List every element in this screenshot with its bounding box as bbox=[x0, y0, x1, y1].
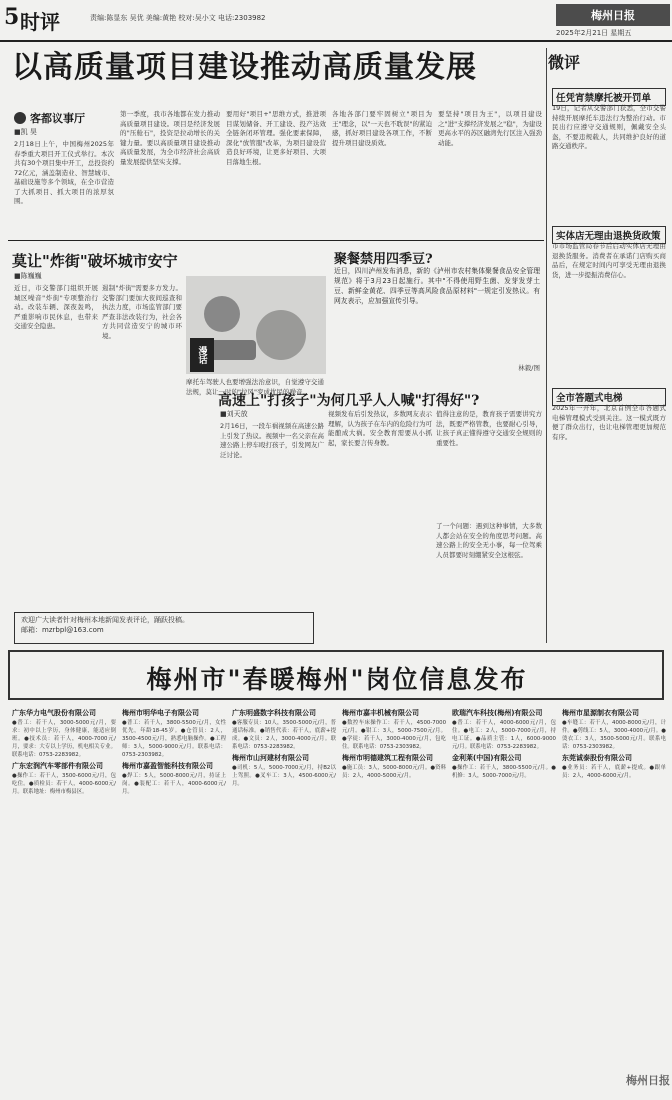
sidebar-item-2-text: 市市场监管局春节后启动实体店无理由退换货服务。消费者在承诺门店购买商品后，在规定时间内可享受无理由退换货，进一步提振消费信心。 bbox=[552, 242, 666, 279]
article-2-column-3: 摩托车驾驶人也要增强法治意识，自觉遵守交通法规，莫让一时的"拉风"变成扰民的噪音。 bbox=[186, 378, 324, 396]
lead-column-4: 各地各部门要牢固树立"项目为王"理念，以"一天也不耽误"的紧迫感，抓好项目建设各项工作，不断提升项目建设质效。 bbox=[332, 110, 432, 147]
contact-email: 邮箱：mzrbpl@163.com bbox=[21, 625, 104, 634]
company-jobs: ●客服专员：10人，3500-5000元/月，普通话标准。●销售代表：若干人，底薪+提成。●文员：2人，3000-4000元/月。联系电话：0753-2283982。 bbox=[232, 720, 336, 750]
company-jobs: ●司机：5人，5000-7000元/月，持B2以上驾照。●叉车工：3人，4500-6000元/月。 bbox=[232, 765, 336, 787]
date-line: 2025年2月21日 星期五 bbox=[556, 29, 632, 37]
company-name: 东莞诚泰股份有限公司 bbox=[562, 754, 632, 762]
divider bbox=[8, 240, 544, 241]
company-jobs: ●数控车床操作工：若干人，4500-7000元/月。●钳工：3人，5000-7500元/月。●学徒：若干人，3000-4000元/月，包吃住。联系电话：0753-2303982。 bbox=[342, 720, 446, 750]
company-jobs: ●业务员：若干人，底薪+提成。●跟单员：2人，4000-6000元/月。 bbox=[562, 765, 666, 779]
sidebar-item-1-text: 19日，记者从交警部门获悉，全市交警持续开展摩托车违法行为整治行动。市民出行应遵守交通规则，佩戴安全头盔，不要违规载人，共同维护良好的道路交通秩序。 bbox=[552, 104, 666, 150]
company-name: 广东华力电气股份有限公司 bbox=[12, 709, 96, 717]
article-2-headline: 莫让"炸街"破坏城市安宁 bbox=[12, 252, 178, 270]
company-name: 广东明盛数字科技有限公司 bbox=[232, 709, 316, 717]
company-name: 欧瑞汽车科技(梅州)有限公司 bbox=[452, 709, 543, 717]
company-jobs: ●车缝工：若干人，4000-8000元/月，计件。●剪线工：5人，3000-4000元/月。●烫衣工：3人，3500-5000元/月。联系电话：0753-2303982。 bbox=[562, 720, 666, 750]
editor-credits: 责编:陈显东 吴优 美编:黄艳 校对:吴小文 电话:2303982 bbox=[90, 14, 266, 22]
page-number: 5 bbox=[4, 4, 20, 30]
company-name: 金利莱(中国)有限公司 bbox=[452, 754, 522, 762]
jobs-column-5 bbox=[452, 706, 556, 1091]
company-jobs: ●普工：若干人，4000-6000元/月，包住。●电工：2人，5000-7000元/月，持电工证。●品质主管：1人，6000-9000元/月。联系电话：0753-2283982。 bbox=[452, 720, 556, 750]
article-3-headline: 高速上"打孩子"为何几乎人人喊"打得好"? bbox=[218, 393, 480, 409]
company-name: 梅州市星源制衣有限公司 bbox=[562, 709, 639, 717]
section-title: 时评 bbox=[20, 10, 60, 34]
cartoon-author: 林毅/图 bbox=[518, 364, 540, 372]
cartoon-pot bbox=[256, 310, 306, 360]
contact-text: 欢迎广大读者针对梅州本地新闻发表评论，踊跃投稿。 bbox=[21, 616, 189, 624]
company-name: 梅州市嘉盈智能科技有限公司 bbox=[122, 762, 213, 770]
company-name: 梅州市明华电子有限公司 bbox=[122, 709, 199, 717]
company-jobs: ●施工员：3人，5000-8000元/月。●资料员：2人，4000-5000元/月。 bbox=[342, 765, 446, 779]
company-jobs: ●操作工：若干人，3500-6000元/月，包吃住。●质检员：若干人，4000-6000元/月。联系地址：梅州市梅县区。 bbox=[12, 773, 116, 795]
paper-logo: 梅州日报 bbox=[556, 4, 670, 26]
sidebar-label-small: 微 bbox=[548, 53, 565, 72]
company-jobs: ●普工：若干人，3000-5000元/月，要求：初中以上学历，身体健康，能适应倒班。●技术员：若干人，4000-7000元/月，要求：大专以上学历，机电相关专业。联系电话：0753-2283982。 bbox=[12, 720, 116, 758]
lead-column-5: 要坚持"项目为王"，以项目建设之"进"支撑经济发展之"稳"，为建设更高水平的苏区融湾先行区注入强劲动能。 bbox=[438, 110, 542, 147]
jobs-column-3 bbox=[232, 706, 336, 1091]
sidebar-item-3-title: 全市答题式电梯 bbox=[552, 388, 666, 406]
article-2-author: ■陈巍巍 bbox=[14, 272, 42, 280]
lead-column-2: 第一季度，我市各地都在发力推动高质量项目建设。项目是经济发展的"压舱石"，投资是拉动增长的关键力量。要以高质量项目建设推动高质量发展，为全市经济社会高质量发展提供坚实支撑。 bbox=[120, 110, 220, 166]
company-jobs: ●操作工：若干人，3800-5500元/月。●机修：3人，5000-7000元/月。 bbox=[452, 765, 556, 779]
lead-column-3: 要用好"项目+"思维方式，推进项目谋划储备、开工建设、投产达效全链条闭环管理。强化要素保障，深化"放管服"改革，为项目建设营造良好环境，让更多好项目、大项目落地生根。 bbox=[226, 110, 326, 166]
cartoon-label: 漫话 bbox=[190, 338, 214, 372]
sidebar-item-2-title: 实体店无理由退换货政策 bbox=[552, 226, 666, 244]
article-3-column-1: 2月16日，一段车祸视频在高速公路上引发了热议。视频中一名父亲在高速公路上停车殴打孩子，引发网友广泛讨论。 bbox=[220, 422, 324, 459]
company-name: 梅州市山河建材有限公司 bbox=[232, 754, 309, 762]
jobs-column-1 bbox=[12, 706, 116, 1091]
column-tag: 客都议事厅 bbox=[30, 112, 85, 125]
lead-column-1: 2月18日上午，中国梅州2025年春季重大项目开工仪式举行。本次共有30个项目集中开工，总投资约72亿元，涵盖制造业、智慧城市、基础设施等多个领域，在全市营造了大抓项目、抓大项目的浓厚氛围。 bbox=[14, 140, 114, 205]
article-3-column-2: 视频发布后引发热议，多数网友表示理解，认为孩子在车内的危险行为可能酿成大祸。安全教育需要从小抓起，家长要言传身教。 bbox=[328, 410, 432, 447]
sidebar-divider bbox=[546, 48, 547, 643]
company-jobs: ●普工：若干人，3800-5500元/月，女性优先，年龄18-45岁。●仓管员：2人，3500-4500元/月，熟悉电脑操作。●工程师：3人，5000-9000元/月。联系电话：0753-2303982。 bbox=[122, 720, 226, 758]
company-name: 广东宏润汽车零部件有限公司 bbox=[12, 762, 103, 770]
jobs-column-2 bbox=[122, 706, 226, 1091]
article-2-column-2: 遏制"炸街"需要多方发力。交警部门要加大夜间巡查和执法力度，市场监管部门要严查非法改装行为，社会各方共同营造安宁的城市环境。 bbox=[102, 284, 182, 340]
lead-author: ■凯 昊 bbox=[14, 128, 37, 136]
cartoon-title: 聚餐禁用四季豆? bbox=[334, 252, 433, 267]
jobs-column-6 bbox=[562, 706, 666, 1066]
cartoon-figure bbox=[204, 296, 240, 332]
company-jobs: ●焊工：5人，5000-8000元/月，持证上岗。●装配工：若干人，4000-6000元/月。 bbox=[122, 773, 226, 795]
article-3-author: ■刘天放 bbox=[220, 410, 248, 418]
jobs-column-4 bbox=[342, 706, 446, 1091]
lead-headline: 以高质量项目建设推动高质量发展 bbox=[12, 50, 477, 85]
company-name: 梅州市明德建筑工程有限公司 bbox=[342, 754, 433, 762]
sidebar-item-3-text: 2025年一开年，北京首例全市答题式电梯管理模式受到关注。这一模式既方便了群众出行，也让电梯管理更加规范有序。 bbox=[552, 404, 666, 441]
sidebar-label-big: 评 bbox=[564, 53, 581, 72]
article-3-column-4: 了一个问题：遇到这种事情，大多数人都会站在安全的角度思考问题。高速公路上的安全无小事，每一位驾乘人员都要时刻绷紧安全这根弦。 bbox=[436, 522, 542, 559]
jobs-headline: 梅州市"春暖梅州"岗位信息发布 bbox=[146, 665, 528, 694]
column-badge-icon bbox=[14, 112, 26, 124]
sidebar-item-1-title: 任凭宵禁摩托被开罚单 bbox=[552, 88, 666, 106]
article-2-column-1: 近日，市交警部门组织开展城区噪音"炸街"专项整治行动。改装车辆、深夜轰鸣，严重影响市民休息，也带来交通安全隐患。 bbox=[14, 284, 98, 330]
footer-watermark: 梅州日报 bbox=[626, 1074, 670, 1087]
cartoon-text: 近日，四川泸州发布消息，新的《泸州市农村集体聚餐食品安全管理规范》将于3月23日起施行。其中"不得使用野生菌、发芽发芽土豆、新鲜金黄花、四季豆等高风险食品原材料"一规定引发热议。有网友表示，应加强宣传引导。 bbox=[334, 267, 540, 305]
company-name: 梅州市嘉丰机械有限公司 bbox=[342, 709, 419, 717]
article-3-column-3: 值得注意的是，教育孩子需要讲究方法，既要严格管教，也要耐心引导，让孩子真正懂得遵守交通安全规则的重要性。 bbox=[436, 410, 542, 447]
